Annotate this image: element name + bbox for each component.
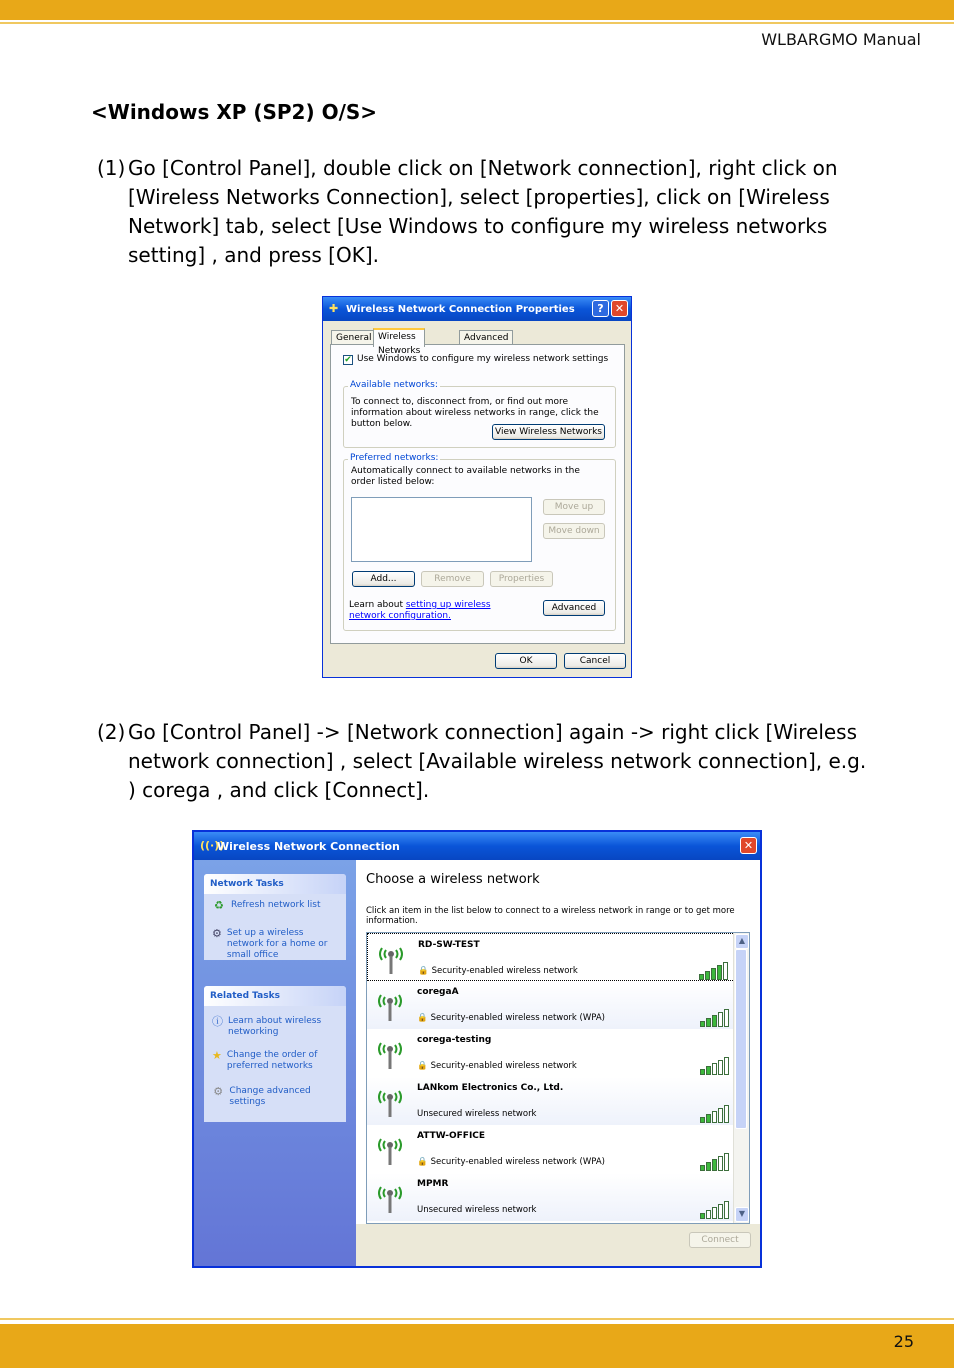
header-rule xyxy=(0,22,954,24)
refresh-network-list-task[interactable] xyxy=(212,900,320,911)
signal-bar xyxy=(705,971,710,980)
signal-bar xyxy=(706,1162,711,1171)
signal-bar xyxy=(717,965,722,980)
network-security xyxy=(418,966,578,976)
task-label: Learn about wireless networking xyxy=(228,1016,322,1037)
signal-bar xyxy=(718,1204,723,1219)
step-text: Go [Control Panel] -> [Network connection] again -> right click [Wireless network connection] , select [Available wireless network connection], e.g. ) corega , and click [Connect]. xyxy=(128,720,867,802)
tab-advanced[interactable]: Advanced xyxy=(459,330,513,345)
network-icon: ✚ xyxy=(329,302,339,315)
title-bar[interactable] xyxy=(194,832,760,860)
step-number: (2) xyxy=(97,720,126,744)
network-name: ATTW-OFFICE xyxy=(417,1131,486,1141)
lock-icon: 🔒 xyxy=(417,1013,428,1023)
network-list xyxy=(366,932,750,1224)
choose-network-heading: Choose a wireless network xyxy=(366,872,540,887)
learn-link[interactable]: setting up wireless network configuration. xyxy=(349,600,491,621)
security-label: Security-enabled wireless network xyxy=(431,966,578,976)
signal-bar xyxy=(700,1165,705,1171)
network-row[interactable] xyxy=(367,1029,735,1077)
signal-strength-icon xyxy=(700,1057,729,1075)
settings-icon: ⚙ xyxy=(213,1085,224,1098)
related-tasks-pane xyxy=(204,986,346,1122)
network-security xyxy=(417,1013,605,1023)
network-row[interactable] xyxy=(367,933,735,981)
cancel-button[interactable]: Cancel xyxy=(564,653,626,669)
dialog-title: Wireless Network Connection Properties xyxy=(346,303,575,315)
signal-bar xyxy=(723,962,728,980)
security-label: Unsecured wireless network xyxy=(417,1205,537,1215)
footer-bar xyxy=(0,1324,954,1368)
change-advanced-task[interactable] xyxy=(212,1086,336,1108)
network-tasks-pane xyxy=(204,874,346,960)
advanced-button[interactable]: Advanced xyxy=(543,600,605,616)
close-button[interactable]: ✕ xyxy=(611,300,628,317)
signal-bar xyxy=(706,1018,711,1027)
signal-bar xyxy=(700,1021,705,1027)
learn-prefix: Learn about xyxy=(349,600,403,610)
security-label: Security-enabled wireless network (WPA) xyxy=(430,1157,605,1167)
signal-bar xyxy=(724,1201,729,1219)
scroll-down-icon[interactable]: ▼ xyxy=(735,1207,749,1222)
close-button[interactable]: ✕ xyxy=(740,837,757,854)
page-number: 25 xyxy=(893,1332,914,1351)
tab-panel xyxy=(330,344,625,644)
signal-bar xyxy=(718,1108,723,1123)
connect-button[interactable]: Connect xyxy=(689,1232,751,1248)
network-name: MPMR xyxy=(417,1179,449,1189)
signal-bar xyxy=(724,1105,729,1123)
signal-strength-icon xyxy=(700,1153,729,1171)
signal-bar xyxy=(700,1213,705,1219)
use-windows-label: Use Windows to configure my wireless network settings xyxy=(357,354,609,364)
step-1 xyxy=(97,154,877,270)
signal-bar xyxy=(700,1069,705,1075)
signal-bar xyxy=(718,1156,723,1171)
network-name: RD-SW-TEST xyxy=(418,940,480,950)
signal-bar xyxy=(711,968,716,980)
network-security xyxy=(417,1205,536,1215)
info-icon: ⓘ xyxy=(212,1015,223,1028)
use-windows-checkbox[interactable]: ✔ xyxy=(344,355,352,365)
signal-bar xyxy=(712,1063,717,1075)
task-label: Refresh network list xyxy=(231,900,321,910)
change-order-task[interactable] xyxy=(212,1050,336,1072)
signal-strength-icon xyxy=(700,1105,729,1123)
network-security xyxy=(417,1109,536,1119)
step-number: (1) xyxy=(97,156,126,180)
related-tasks-header: Related Tasks xyxy=(204,986,346,1006)
available-networks-label: Available networks: xyxy=(350,380,438,390)
antenna-icon xyxy=(375,1179,405,1215)
view-wireless-networks-button[interactable]: View Wireless Networks xyxy=(492,424,605,440)
security-label: Security-enabled wireless network (WPA) xyxy=(430,1013,605,1023)
tab-wireless-networks[interactable]: Wireless Networks xyxy=(373,328,425,347)
network-tasks-header: Network Tasks xyxy=(204,874,346,894)
available-networks-text: To connect to, disconnect from, or find out more information about wireless networks in range, click the button below. xyxy=(351,397,599,429)
task-label: Set up a wireless network for a home or small office xyxy=(226,928,328,960)
signal-bar xyxy=(706,1210,711,1219)
lock-icon: 🔒 xyxy=(417,1157,428,1167)
signal-bar xyxy=(706,1114,711,1123)
header-bar xyxy=(0,0,954,20)
network-name: coregaA xyxy=(417,987,459,997)
list-scrollbar[interactable] xyxy=(733,933,749,1223)
task-label: Change advanced settings xyxy=(229,1086,311,1107)
title-bar[interactable] xyxy=(323,297,631,321)
signal-bar xyxy=(706,1066,711,1075)
signal-strength-icon xyxy=(699,962,728,980)
network-name: LANkom Electronics Co., Ltd. xyxy=(417,1083,564,1093)
preferred-networks-label: Preferred networks: xyxy=(350,453,439,463)
remove-button[interactable]: Remove xyxy=(421,571,484,587)
preferred-networks-list[interactable] xyxy=(351,497,532,562)
network-row[interactable] xyxy=(367,1125,735,1173)
signal-strength-icon xyxy=(700,1201,729,1219)
setup-wireless-network-task[interactable] xyxy=(212,928,340,960)
signal-bar xyxy=(724,1153,729,1171)
step-text: Go [Control Panel], double click on [Network connection], right click on [Wireless Networks Connection], select [properties], click on [Wireless Network] tab, select [Use Windows to configure my wireless networks setting] , and press [OK]. xyxy=(128,156,838,267)
setup-network-icon: ⚙ xyxy=(212,927,222,940)
antenna-icon xyxy=(375,1131,405,1167)
add-button[interactable]: Add... xyxy=(352,571,415,587)
lock-icon: 🔒 xyxy=(417,1061,428,1071)
wireless-properties-dialog xyxy=(322,296,632,678)
scroll-up-icon[interactable]: ▲ xyxy=(735,934,749,949)
properties-button[interactable]: Properties xyxy=(490,571,553,587)
antenna-icon xyxy=(375,1035,405,1071)
antenna-icon xyxy=(375,987,405,1023)
network-row[interactable] xyxy=(367,981,735,1029)
scroll-thumb[interactable] xyxy=(735,949,747,1129)
security-label: Security-enabled wireless network xyxy=(430,1061,577,1071)
network-row[interactable] xyxy=(367,1077,735,1125)
task-pane xyxy=(194,860,356,1266)
help-button[interactable]: ? xyxy=(592,300,609,317)
network-security xyxy=(417,1061,577,1071)
signal-bar xyxy=(712,1015,717,1027)
star-icon: ★ xyxy=(212,1049,222,1062)
preferred-networks-text: Automatically connect to available networks in the order listed below: xyxy=(351,466,580,487)
signal-strength-icon xyxy=(700,1009,729,1027)
signal-bar xyxy=(699,974,704,980)
dialog-title: Wireless Network Connection xyxy=(217,839,400,853)
wireless-icon: ((·)) xyxy=(200,839,225,852)
move-up-button[interactable]: Move up xyxy=(543,499,605,515)
section-title: <Windows XP (SP2) O/S> xyxy=(91,100,378,124)
learn-about-text xyxy=(349,600,524,622)
network-name: corega-testing xyxy=(417,1035,492,1045)
move-down-button[interactable]: Move down xyxy=(543,523,605,539)
lock-icon: 🔒 xyxy=(418,966,429,976)
step-2 xyxy=(97,718,877,805)
refresh-icon: ♻ xyxy=(214,899,224,912)
network-content xyxy=(356,860,760,1266)
signal-bar xyxy=(712,1207,717,1219)
signal-bar xyxy=(724,1009,729,1027)
button-area xyxy=(356,1224,760,1266)
signal-bar xyxy=(712,1111,717,1123)
learn-wireless-task[interactable] xyxy=(212,1016,336,1038)
signal-bar xyxy=(718,1060,723,1075)
signal-bar xyxy=(712,1159,717,1171)
signal-bar xyxy=(718,1012,723,1027)
network-row[interactable] xyxy=(367,1173,735,1221)
task-label: Change the order of preferred networks xyxy=(226,1050,318,1071)
tab-general[interactable]: General xyxy=(331,330,376,345)
security-label: Unsecured wireless network xyxy=(417,1109,537,1119)
antenna-icon xyxy=(376,940,406,976)
signal-bar xyxy=(700,1117,705,1123)
footer-rule xyxy=(0,1318,954,1320)
signal-bar xyxy=(724,1057,729,1075)
wireless-network-connection-dialog xyxy=(192,830,762,1268)
ok-button[interactable]: OK xyxy=(495,653,557,669)
antenna-icon xyxy=(375,1083,405,1119)
choose-network-subtext: Click an item in the list below to connect to a wireless network in range or to get more information. xyxy=(366,906,735,926)
manual-title: WLBARGMO Manual xyxy=(761,30,921,49)
network-security xyxy=(417,1157,605,1167)
